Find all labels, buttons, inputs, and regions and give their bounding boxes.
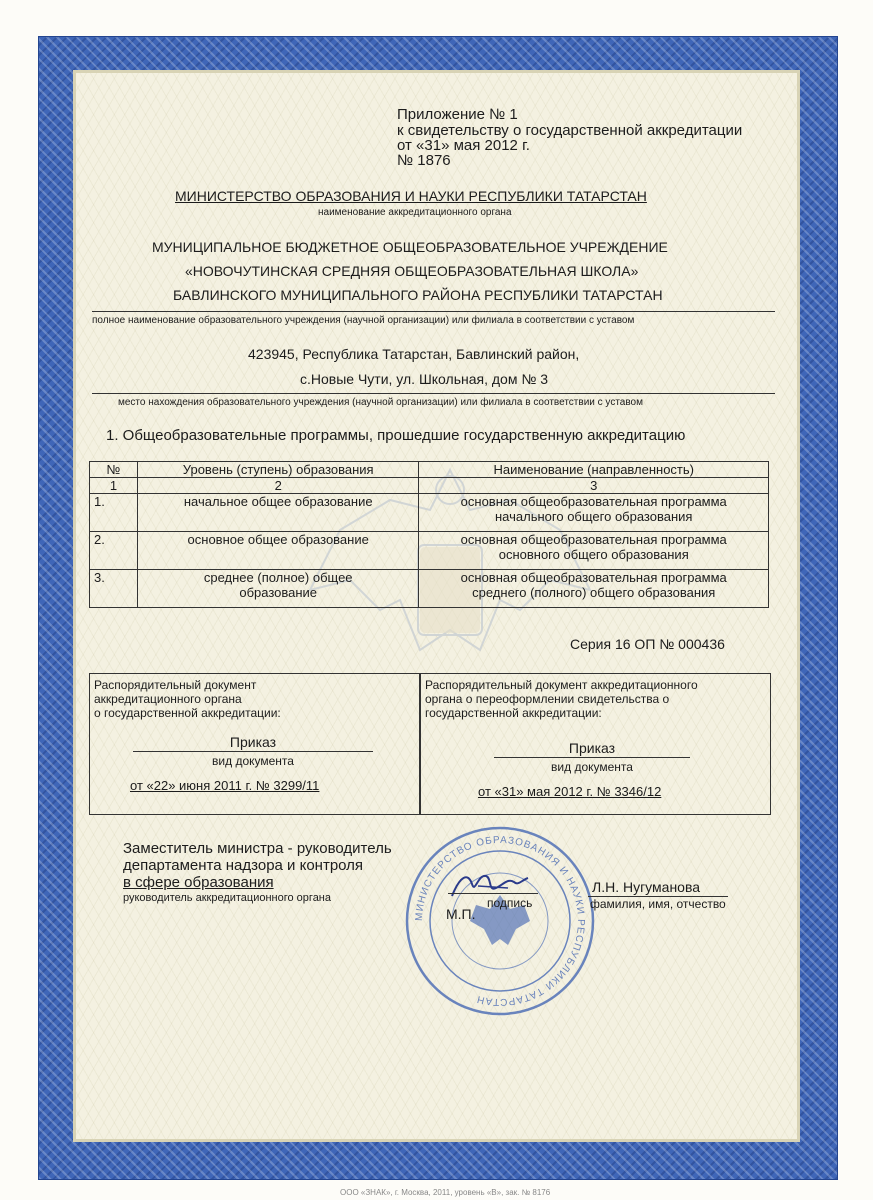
program-name-line: основная общеобразовательная программа bbox=[460, 570, 727, 585]
appendix-number: № 1876 bbox=[397, 152, 451, 169]
institution-line2: «НОВОЧУТИНСКАЯ СРЕДНЯЯ ОБЩЕОБРАЗОВАТЕЛЬНАЯ ШКОЛА» bbox=[185, 263, 639, 279]
right-doc-line2: органа о переоформлении свидетельства о bbox=[425, 692, 670, 706]
ministry-caption: наименование аккредитационного органа bbox=[318, 207, 512, 218]
column-number: 3 bbox=[419, 478, 769, 494]
row-number: 3. bbox=[90, 570, 138, 608]
column-number: 2 bbox=[137, 478, 419, 494]
table-row bbox=[90, 494, 769, 532]
institution-line3: БАВЛИНСКОГО МУНИЦИПАЛЬНОГО РАЙОНА РЕСПУБЛИКИ ТАТАРСТАН bbox=[173, 287, 663, 303]
program-name-line: среднего (полного) общего образования bbox=[472, 585, 716, 600]
address-underline bbox=[92, 393, 775, 394]
signatory-title-line2: департамента надзора и контроля bbox=[123, 857, 364, 874]
institution-underline bbox=[92, 311, 775, 312]
seal-place-label: М.П. bbox=[446, 906, 476, 922]
appendix-title: Приложение № 1 bbox=[397, 106, 518, 123]
signatory-name-caption: фамилия, имя, отчество bbox=[590, 897, 726, 911]
left-doc-type-underline bbox=[133, 751, 373, 752]
left-doc-line3: о государственной аккредитации: bbox=[94, 706, 281, 720]
program-name-line: основная общеобразовательная программа bbox=[460, 532, 727, 547]
signatory-name: Л.Н. Нугуманова bbox=[592, 879, 701, 895]
row-program bbox=[419, 532, 769, 570]
right-doc-date-number: от «31» мая 2012 г. № 3346/12 bbox=[478, 784, 662, 799]
table-row bbox=[90, 532, 769, 570]
institution-line1: МУНИЦИПАЛЬНОЕ БЮДЖЕТНОЕ ОБЩЕОБРАЗОВАТЕЛЬНОЕ УЧРЕЖДЕНИЕ bbox=[152, 239, 668, 255]
appendix-ref: к свидетельству о государственной аккредитации bbox=[397, 122, 743, 139]
column-header: Наименование (направленность) bbox=[419, 462, 769, 478]
table-row bbox=[90, 570, 769, 608]
institution-caption: полное наименование образовательного учреждения (научной организации) или филиала в соответствии с уставом bbox=[92, 315, 635, 326]
right-doc-type-underline bbox=[494, 757, 690, 758]
signatory-title-line3: в сфере образования bbox=[123, 874, 274, 891]
level-line: среднее (полное) общее bbox=[203, 570, 353, 585]
series-number: Серия 16 ОП № 000436 bbox=[570, 636, 725, 652]
address-line2: с.Новые Чути, ул. Школьная, дом № 3 bbox=[300, 371, 549, 387]
column-header: Уровень (ступень) образования bbox=[137, 462, 419, 478]
signatory-title-line1: Заместитель министра - руководитель bbox=[123, 840, 392, 857]
table-header-row bbox=[90, 462, 769, 478]
right-doc-type: Приказ bbox=[568, 740, 616, 756]
programs-table bbox=[89, 461, 769, 608]
row-level: начальное общее образование bbox=[137, 494, 419, 532]
address-line1: 423945, Республика Татарстан, Бавлинский район, bbox=[248, 346, 580, 362]
level-line: образование bbox=[239, 585, 318, 600]
printer-footer: ООО «ЗНАК», г. Москва, 2011, уровень «В», зак. № 8176 bbox=[340, 1188, 551, 1197]
row-number: 2. bbox=[90, 532, 138, 570]
row-number: 1. bbox=[90, 494, 138, 532]
right-doc-line3: государственной аккредитации: bbox=[425, 706, 602, 720]
table-column-numbers-row bbox=[90, 478, 769, 494]
ministry-name: МИНИСТЕРСТВО ОБРАЗОВАНИЯ И НАУКИ РЕСПУБЛИКИ ТАТАРСТАН bbox=[175, 188, 647, 204]
program-name-line: основная общеобразовательная программа bbox=[460, 494, 727, 509]
address-caption: место нахождения образовательного учреждения (научной организации) или филиала в соответствии с уставом bbox=[118, 397, 643, 408]
seal-text: МИНИСТЕРСТВО ОБРАЗОВАНИЯ И НАУКИ РЕСПУБЛИКИ ТАТАРСТАН bbox=[413, 834, 587, 1008]
column-header: № bbox=[90, 462, 138, 478]
appendix-date: от «31» мая 2012 г. bbox=[397, 137, 530, 154]
official-seal-icon bbox=[404, 825, 596, 1017]
left-doc-date-number: от «22» июня 2011 г. № 3299/11 bbox=[130, 778, 320, 793]
left-doc-line1: Распорядительный документ bbox=[94, 678, 257, 692]
right-doc-line1: Распорядительный документ аккредитационного bbox=[425, 678, 698, 692]
left-doc-type: Приказ bbox=[229, 734, 277, 750]
left-doc-line2: аккредитационного органа bbox=[94, 692, 242, 706]
programs-heading: 1. Общеобразовательные программы, прошедшие государственную аккредитацию bbox=[106, 427, 686, 444]
right-doc-caption: вид документа bbox=[551, 760, 633, 774]
signature-underline bbox=[448, 893, 538, 894]
signature-caption: подпись bbox=[487, 896, 533, 910]
program-name-line: основного общего образования bbox=[498, 547, 689, 562]
row-program bbox=[419, 494, 769, 532]
column-number: 1 bbox=[90, 478, 138, 494]
left-doc-caption: вид документа bbox=[212, 754, 294, 768]
signatory-caption: руководитель аккредитационного органа bbox=[123, 892, 332, 904]
program-name-line: начального общего образования bbox=[495, 509, 693, 524]
row-level: основное общее образование bbox=[137, 532, 419, 570]
row-level bbox=[137, 570, 419, 608]
row-program bbox=[419, 570, 769, 608]
